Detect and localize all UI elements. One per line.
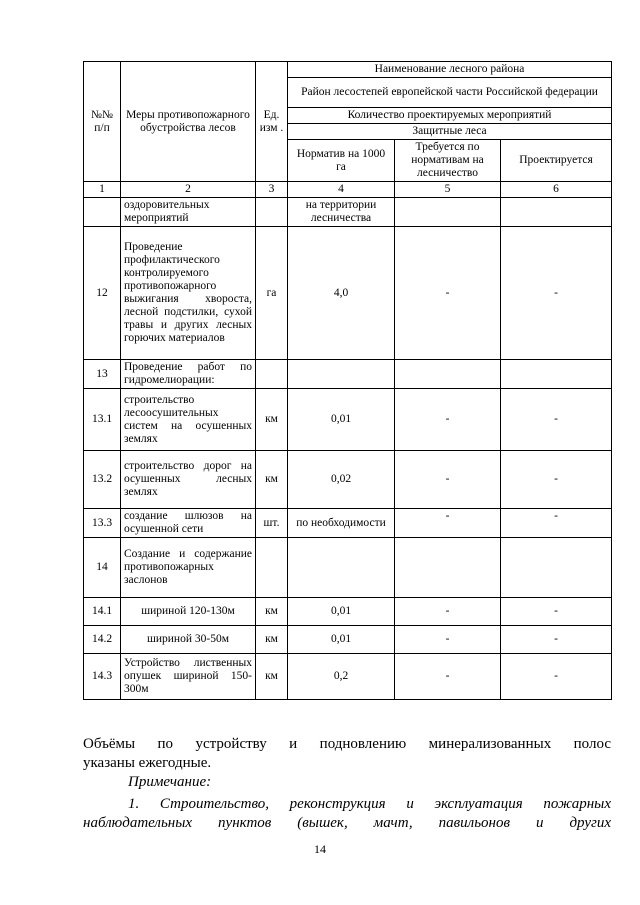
row-measure: создание шлюзов на осушенной сети [121, 509, 256, 538]
row-measure: Проведение профилактического контролируемого противопожарного выжигания хвороста, лесной подстилки, сухой травы и других лесных горючих материалов [121, 227, 256, 360]
table-row [84, 198, 612, 227]
row-unit [256, 198, 288, 227]
row-projected: - [501, 451, 612, 509]
row-projected: - [501, 626, 612, 654]
row-num: 14.1 [84, 598, 121, 626]
note-line-1: 1. Строительство, реконструкция и эксплуатация пожарных [128, 796, 611, 812]
col-number: 1 [84, 182, 121, 198]
row-projected [501, 360, 612, 389]
row-measure: строительство лесоосушительных систем на осушенных землях [121, 389, 256, 451]
row-measure: Устройство лиственных опушек шириной 150-300м [121, 654, 256, 700]
col-number: 4 [288, 182, 395, 198]
col-number: 6 [501, 182, 612, 198]
row-norm: 0,01 [288, 598, 395, 626]
note-line-2: наблюдательных пунктов (вышек, мачт, павильонов и других [83, 815, 611, 831]
header-forest-category: Защитные леса [288, 124, 612, 140]
header-quantity-title: Количество проектируемых мероприятий [288, 108, 612, 124]
row-num: 13 [84, 360, 121, 389]
row-required: - [395, 389, 501, 451]
header-num: №№ п/п [84, 62, 121, 182]
row-num: 14.2 [84, 626, 121, 654]
row-num: 14.3 [84, 654, 121, 700]
header-measures: Меры противопожарного обустройства лесов [121, 62, 256, 182]
col-number: 2 [121, 182, 256, 198]
row-measure: строительство дорог на осушенных лесных землях [121, 451, 256, 509]
row-projected: - [501, 654, 612, 700]
row-unit [256, 360, 288, 389]
table-row [84, 509, 612, 538]
row-measure: оздоровительных мероприятий [121, 198, 256, 227]
table-row [84, 654, 612, 700]
header-region-title: Наименование лесного района [288, 62, 612, 78]
table-row [84, 360, 612, 389]
row-num: 14 [84, 538, 121, 598]
volumes-line-1: Объёмы по устройству и подновлению минерализованных полос [83, 736, 611, 752]
row-num: 13.2 [84, 451, 121, 509]
row-norm: по необходимости [288, 509, 395, 538]
row-required: - [395, 451, 501, 509]
row-num: 13.3 [84, 509, 121, 538]
row-required: - [395, 626, 501, 654]
row-projected: - [501, 598, 612, 626]
row-num [84, 198, 121, 227]
column-numbers-row [84, 182, 612, 198]
table-row [84, 227, 612, 360]
note-label: Примечание: [128, 774, 212, 790]
row-measure: Создание и содержание противопожарных заслонов [121, 538, 256, 598]
table-row [84, 538, 612, 598]
table-row [84, 598, 612, 626]
row-num: 12 [84, 227, 121, 360]
row-projected: - [501, 227, 612, 360]
row-unit: га [256, 227, 288, 360]
row-unit: км [256, 451, 288, 509]
row-required: - [395, 654, 501, 700]
row-projected: - [501, 509, 612, 538]
volumes-line-2: указаны ежегодные. [83, 755, 212, 771]
row-norm: 0,2 [288, 654, 395, 700]
fire-measures-table [83, 61, 612, 700]
row-projected [501, 538, 612, 598]
col-number: 5 [395, 182, 501, 198]
header-projected: Проектируется [501, 140, 612, 182]
row-norm [288, 538, 395, 598]
row-required: - [395, 598, 501, 626]
row-measure: шириной 120-130м [121, 598, 256, 626]
row-unit: км [256, 626, 288, 654]
header-unit: Ед. изм . [256, 62, 288, 182]
table-row [84, 451, 612, 509]
row-measure: Проведение работ по гидромелиорации: [121, 360, 256, 389]
row-measure: шириной 30-50м [121, 626, 256, 654]
row-norm: 4,0 [288, 227, 395, 360]
row-unit [256, 538, 288, 598]
row-norm: 0,01 [288, 389, 395, 451]
row-unit: шт. [256, 509, 288, 538]
row-required [395, 538, 501, 598]
header-norm: Норматив на 1000 га [288, 140, 395, 182]
row-required [395, 360, 501, 389]
row-required: - [395, 509, 501, 538]
row-projected [501, 198, 612, 227]
row-unit: км [256, 654, 288, 700]
col-number: 3 [256, 182, 288, 198]
header-required: Требуется по нормативам на лесничество [395, 140, 501, 182]
row-required: - [395, 227, 501, 360]
row-norm: 0,01 [288, 626, 395, 654]
row-norm [288, 360, 395, 389]
row-unit: км [256, 389, 288, 451]
table-row [84, 389, 612, 451]
row-num: 13.1 [84, 389, 121, 451]
row-required [395, 198, 501, 227]
table-row [84, 626, 612, 654]
row-norm: 0,02 [288, 451, 395, 509]
page-number: 14 [314, 842, 326, 856]
row-norm: на территории лесничества [288, 198, 395, 227]
row-projected: - [501, 389, 612, 451]
header-region-name: Район лесостепей европейской части Российской федерации [288, 78, 612, 108]
row-unit: км [256, 598, 288, 626]
